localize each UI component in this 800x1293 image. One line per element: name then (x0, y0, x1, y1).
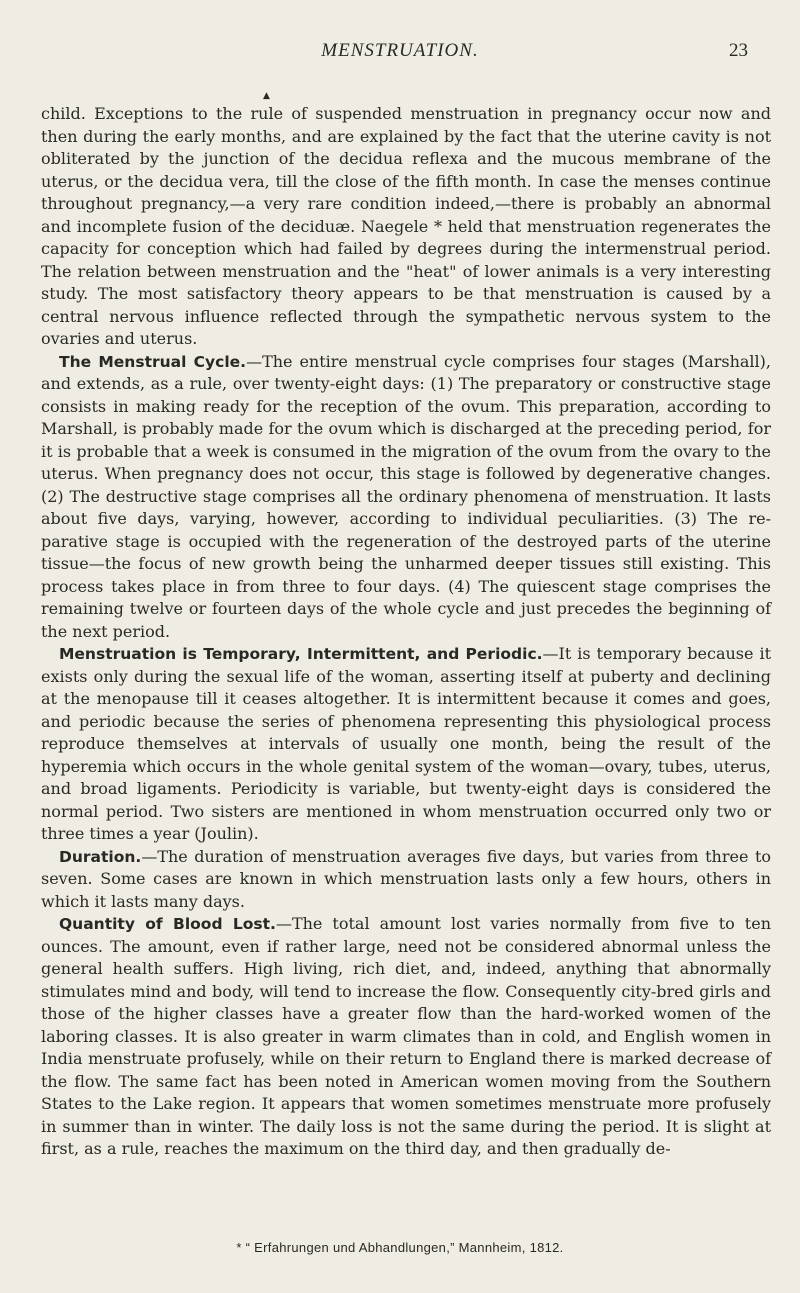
paragraph-text: child. Exceptions to the rule of suspended menstruation in pregnancy occur now and then during the early months, and are explained by the fact that the uterine cavity is not obliterated by the junction of the decidua reflexa and the mucous membrane of the uterus, or the decidua vera, till the close of the fifth month. In case the menses continue throughout pregnancy,—a very rare condition indeed,—there is probably an abnormal and incomplete fusion of the deciduæ. Naegele * held that menstruation regenerates the capacity for conception which had failed by degrees during the intermenstrual period. The relation between menstruation and the "heat" of lower animals is a very interesting study. The most satisfactory theory appears to be that menstruation is caused by a central nervous influence reflected through the sympathetic nervous system to the ovaries and uterus. (41, 104, 771, 348)
running-head (0, 40, 800, 76)
section-heading: The Menstrual Cycle. (59, 352, 247, 371)
footnote: * “ Erfahrungen und Abhandlungen,” Mannheim, 1812. (236, 1240, 564, 1255)
paragraph-text: —It is temporary because it exists only during the sexual life of the woman, asserting itself at puberty and declining at the menopause till it ceases altogether. It is intermittent because it comes and goes, and periodic because the series of phenomena representing this physiological process reproduce themselves at intervals of usually one month, being the result of the hyperemia which occurs in the whole genital system of the woman—ovary, tubes, uterus, and broad ligaments. Periodicity is variable, but twenty-eight days is considered the normal period. Two sisters are mentioned in whom menstruation occurred only two or three times a year (Joulin). (41, 644, 771, 843)
page-number: 23 (729, 40, 748, 61)
paragraph-menstrual-cycle (41, 351, 771, 644)
paragraph-text: —The duration of menstruation averages five days, but varies from three to seven. Some cases are known in which menstruation lasts only a few hours, others in which it lasts many days. (41, 846, 771, 911)
body-text (41, 103, 771, 1161)
section-heading: Quantity of Blood Lost. (59, 915, 276, 933)
paragraph-continuation (41, 103, 771, 351)
paragraph-quantity (41, 913, 771, 1161)
paragraph-text: —The total amount lost varies normally from five to ten ounces. The amount, even if rather large, need not be considered abnormal unless the general health suffers. High living, rich diet, and, indeed, anything that abnormally stimulates mind and body, will tend to increase the flow. Consequently city-bred girls and those of the higher classes have a greater flow than the hard-worked women of the laboring classes. It is also greater in warm climates than in cold, and English women in India menstruate profusely, while on their return to England there is marked decrease of the flow. The same fact has been noted in American women moving from the Southern States to the Lake region. It appears that women sometimes menstruate more profusely in summer than in winter. The daily loss is not the same during the period. It is slight at first, as a rule, reaches the maximum on the third day, and then gradually de- (41, 914, 771, 1158)
paragraph-text: —The entire menstrual cycle comprises four stages (Marshall), and extends, as a rule, over twenty-eight days: (1) The preparatory or constructive stage consists in making ready for the reception of the ovum. This preparation, according to Marshall, is probably made for the ovum which is discharged at the preceding period, for it is probable that a week is consumed in the migration of the ovum from the ovary to the uterus. When pregnancy does not occur, this stage is followed by degenerative changes. (2) The destructive stage comprises all the ordinary phenomena of menstruation. It lasts about five days, varying, however, according to individual peculiarities. (3) The reparative stage is occupied with the regeneration of the destroyed parts of the uterine tissue—the focus of new growth being the unharmed deeper tissues still existing. This process takes place in from three to four days. (4) The quiescent stage comprises the remaining twelve or fourteen days of the whole cycle and just precedes the beginning of the next period. (41, 351, 771, 641)
paragraph-duration (41, 846, 771, 914)
paragraph-temporary-intermittent (41, 643, 771, 846)
printer-mark: ▲ (263, 91, 270, 101)
section-heading: Duration. (59, 847, 142, 866)
running-title: MENSTRUATION. (321, 40, 479, 61)
section-heading: Menstruation is Temporary, Intermittent, and Periodic. (59, 645, 543, 663)
